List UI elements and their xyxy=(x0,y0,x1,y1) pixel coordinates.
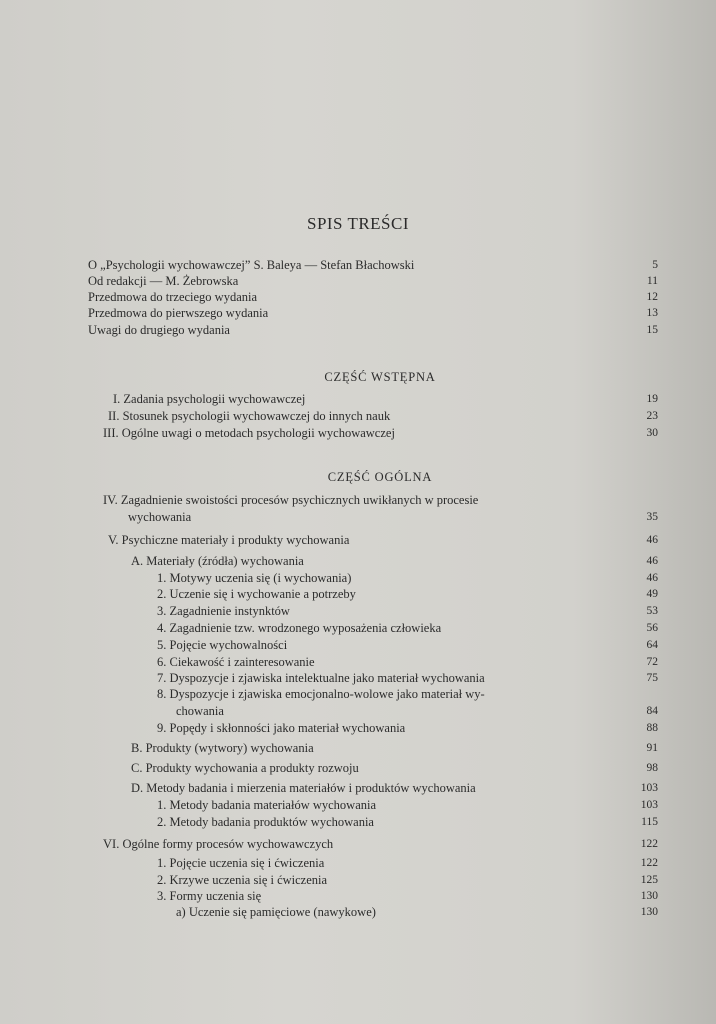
toc-entry: IV. Zagadnienie swoistości procesów psychicznych uwikłanych w procesie xyxy=(103,493,479,507)
toc-entry: A. Materiały (źródła) wychowania xyxy=(131,554,304,568)
toc-entry: 7. Dyspozycje i zjawiska intelektualne jako materiał wychowania xyxy=(157,671,485,685)
toc-entry: 4. Zagadnienie tzw. wrodzonego wyposażenia człowieka xyxy=(157,621,442,635)
page-title: SPIS TREŚCI xyxy=(306,214,410,233)
toc-page-number: 5 xyxy=(652,259,658,271)
toc-page-number: 46 xyxy=(646,555,658,567)
toc-entry: chowania xyxy=(176,704,224,718)
toc-entry: D. Metody badania i mierzenia materiałów i produktów wychowania xyxy=(131,781,476,795)
toc-page-number: 53 xyxy=(646,605,658,617)
toc-entry: III. Ogólne uwagi o metodach psychologii wychowawczej xyxy=(103,426,395,440)
toc-page-number: 122 xyxy=(640,838,658,850)
toc-page-number: 15 xyxy=(646,324,658,336)
toc-page-number: 103 xyxy=(640,799,658,811)
toc-entry: 5. Pojęcie wychowalności xyxy=(157,638,288,652)
toc-page-number: 115 xyxy=(641,816,658,828)
toc-page-number: 103 xyxy=(640,782,658,794)
toc-page-number: 125 xyxy=(640,874,658,886)
toc-entry: O „Psychologii wychowawczej” S. Baleya — Stefan Błachowski xyxy=(88,258,415,272)
toc-entry: 8. Dyspozycje i zjawiska emocjonalno-wolowe jako materiał wy- xyxy=(157,687,485,701)
toc-entry: I. Zadania psychologii wychowawczej xyxy=(113,392,306,406)
toc-entry: II. Stosunek psychologii wychowawczej do innych nauk xyxy=(108,409,391,423)
toc-page-number: 30 xyxy=(646,427,658,439)
toc-entry: 2. Krzywe uczenia się i ćwiczenia xyxy=(157,873,328,887)
toc-page-number: 122 xyxy=(640,857,658,869)
toc-entry: 6. Ciekawość i zainteresowanie xyxy=(157,655,315,669)
section-heading: CZĘŚĆ OGÓLNA xyxy=(327,470,433,484)
toc-entry: 2. Metody badania produktów wychowania xyxy=(157,815,374,829)
toc-page-number: 35 xyxy=(646,511,658,523)
toc-page-number: 91 xyxy=(646,742,658,754)
toc-page-number: 130 xyxy=(640,906,658,918)
toc-entry: wychowania xyxy=(128,510,192,524)
toc-page-number: 19 xyxy=(646,393,658,405)
toc-page-number: 49 xyxy=(646,588,658,600)
toc-page-number: 98 xyxy=(646,762,658,774)
toc-page-number: 72 xyxy=(646,656,658,668)
toc-page-number: 11 xyxy=(646,275,658,287)
toc-page-number: 46 xyxy=(646,534,658,546)
toc-page-number: 12 xyxy=(646,291,658,303)
toc-page-number: 13 xyxy=(646,307,658,319)
toc-entry: 2. Uczenie się i wychowanie a potrzeby xyxy=(157,587,356,601)
toc-entry: 3. Zagadnienie instynktów xyxy=(157,604,290,618)
toc-entry: a) Uczenie się pamięciowe (nawykowe) xyxy=(176,905,376,919)
toc-entry: 9. Popędy i skłonności jako materiał wychowania xyxy=(157,721,406,735)
toc-page-number: 130 xyxy=(640,890,658,902)
toc-entry: Uwagi do drugiego wydania xyxy=(88,323,230,337)
toc-entry: Od redakcji — M. Żebrowska xyxy=(88,274,239,288)
toc-entry: 1. Pojęcie uczenia się i ćwiczenia xyxy=(157,856,325,870)
toc-page-number: 46 xyxy=(646,572,658,584)
toc-page-number: 88 xyxy=(646,722,658,734)
section-heading: CZĘŚĆ WSTĘPNA xyxy=(324,370,436,384)
toc-entry: VI. Ogólne formy procesów wychowawczych xyxy=(103,837,334,851)
toc-page-number: 64 xyxy=(646,639,658,651)
toc-entry: C. Produkty wychowania a produkty rozwoju xyxy=(131,761,359,775)
toc-entry: 1. Metody badania materiałów wychowania xyxy=(157,798,377,812)
toc-page-number: 23 xyxy=(646,410,658,422)
toc-entry: Przedmowa do trzeciego wydania xyxy=(88,290,258,304)
toc-page-number: 75 xyxy=(646,672,658,684)
toc-page-number: 56 xyxy=(646,622,658,634)
toc-entry: B. Produkty (wytwory) wychowania xyxy=(131,741,314,755)
toc-entry: 3. Formy uczenia się xyxy=(157,889,262,903)
toc-page-number: 84 xyxy=(646,705,658,717)
toc-entry: 1. Motywy uczenia się (i wychowania) xyxy=(157,571,352,585)
toc-entry: Przedmowa do pierwszego wydania xyxy=(88,306,269,320)
toc-entry: V. Psychiczne materiały i produkty wychowania xyxy=(108,533,350,547)
